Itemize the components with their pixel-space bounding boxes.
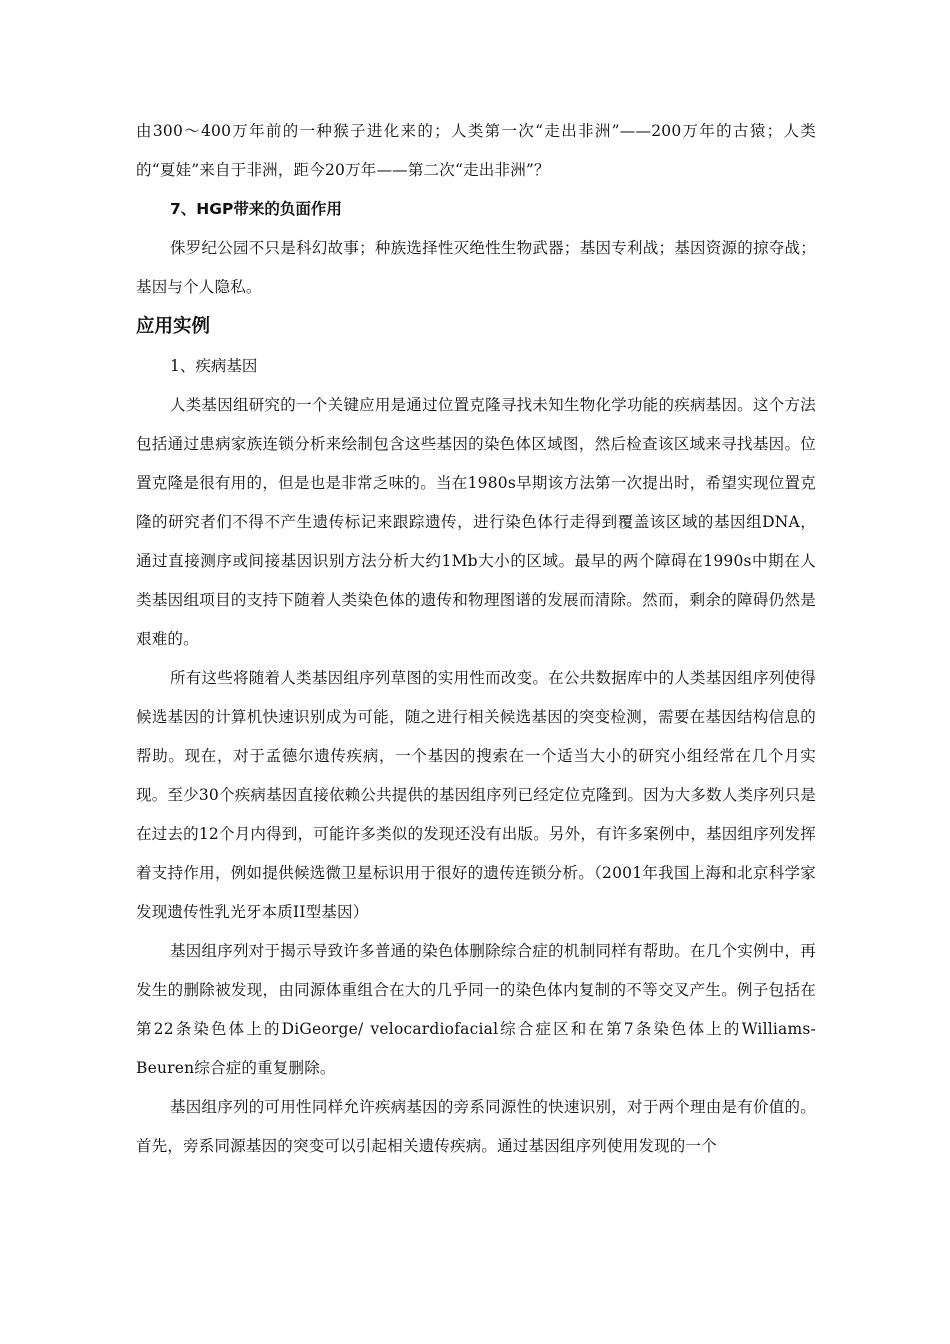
subheading-disease-genes: 1、疾病基因 bbox=[170, 357, 258, 375]
paragraph-deletion-syndromes: 基因组序列对于揭示导致许多普通的染色体删除综合症的机制同样有帮助。在几个实例中，再发生的删除被发现，由同源体重组合在大的几乎同一的染色体内复制的不等交叉产生。例子包括在第22条染色体上的DiGeorge/ velocardiofacial综合症区和在第7条染色体上的Williams-Beuren综合症的重复删除。 bbox=[136, 942, 816, 1077]
document-body bbox=[136, 112, 816, 1166]
heading-hgp-negative-effects: 7、HGP带来的负面作用 bbox=[170, 200, 342, 218]
section-title-applications: 应用实例 bbox=[136, 316, 211, 337]
paragraph-positional-cloning: 人类基因组研究的一个关键应用是通过位置克隆寻找未知生物化学功能的疾病基因。这个方法包括通过患病家族连锁分析来绘制包含这些基因的染色体区域图，然后检查该区域来寻找基因。位置克隆是很有用的，但是也是非常乏味的。当在1980s早期该方法第一次提出时，希望实现位置克隆的研究者们不得不产生遗传标记来跟踪遗传，进行染色体行走得到覆盖该区域的基因组DNA，通过直接测序或间接基因识别方法分析大约1Mb大小的区域。最早的两个障碍在1990s中期在人类基因组项目的支持下随着人类染色体的遗传和物理图谱的发展而清除。然而，剩余的障碍仍然是艰难的。 bbox=[136, 396, 816, 648]
paragraph-evolution: 由300～400万年前的一种猴子进化来的；人类第一次“走出非洲”——200万年的古猿；人类的“夏娃”来自于非洲，距今20万年——第二次“走出非洲”？ bbox=[136, 122, 816, 179]
paragraph-negative-effects: 侏罗纪公园不只是科幻故事；种族选择性灭绝性生物武器；基因专利战；基因资源的掠夺战；基因与个人隐私。 bbox=[136, 239, 816, 296]
paragraph-draft-sequence: 所有这些将随着人类基因组序列草图的实用性而改变。在公共数据库中的人类基因组序列使得候选基因的计算机快速识别成为可能，随之进行相关候选基因的突变检测，需要在基因结构信息的帮助。现在，对于孟德尔遗传疾病，一个基因的搜索在一个适当大小的研究小组经常在几个月实现。至少30个疾病基因直接依赖公共提供的基因组序列已经定位克隆到。因为大多数人类序列只是在过去的12个月内得到，可能许多类似的发现还没有出版。另外，有许多案例中，基因组序列发挥着支持作用，例如提供候选微卫星标识用于很好的遗传连锁分析。（2001年我国上海和北京科学家发现遗传性乳光牙本质II型基因） bbox=[136, 669, 816, 921]
paragraph-paralogs: 基因组序列的可用性同样允许疾病基因的旁系同源性的快速识别，对于两个理由是有价值的。首先，旁系同源基因的突变可以引起相关遗传疾病。通过基因组序列使用发现的一个 bbox=[136, 1098, 816, 1155]
